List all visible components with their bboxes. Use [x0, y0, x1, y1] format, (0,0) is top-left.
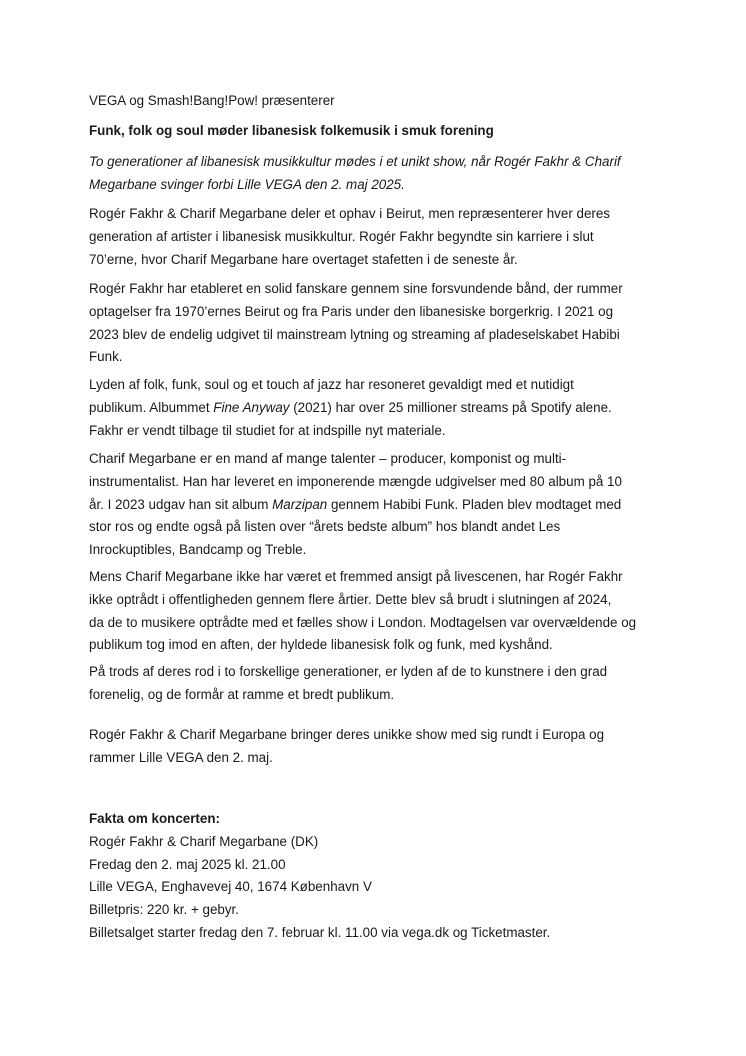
presenter-line	[89, 90, 669, 113]
body-line: instrumentalist. Han har leveret en imponerende mængde udgivelser med 80 album på 10	[89, 473, 622, 489]
body-line: optagelser fra 1970’ernes Beirut og fra Paris under den libanesiske borgerkrig. I 2021 og	[89, 303, 614, 319]
body-line: Mens Charif Megarbane ikke har været et fremmed ansigt på livescenen, har Rogér Fakhr	[89, 569, 623, 584]
body-line: Rogér Fakhr har etableret en solid fanskare gennem sine forsvundende bånd, der rummer	[89, 281, 623, 296]
body-line: På trods af deres rod i to forskellige generationer, er lyden af de to kunstnere i den grad	[89, 664, 608, 679]
album-title-fine-anyway: Fine Anyway	[213, 399, 290, 415]
body-line: 70’erne, hvor Charif Megarbane hare overtaget stafetten i de seneste år.	[89, 251, 518, 267]
facts-section	[89, 808, 669, 945]
body-paragraph-6	[89, 661, 669, 707]
body-text: publikum. Albummet	[89, 399, 214, 415]
body-line: rammer Lille VEGA den 2. maj.	[89, 749, 273, 765]
body-paragraph-5	[89, 566, 669, 657]
body-line: publikum tog imod en aften, der hyldede libanesisk folk og funk, med kyshånd.	[89, 637, 553, 653]
facts-line: Rogér Fakhr & Charif Megarbane (DK)	[89, 833, 319, 849]
body-line: Rogér Fakhr & Charif Megarbane bringer deres unikke show med sig rundt i Europa og	[89, 727, 605, 742]
album-title-marzipan: Marzipan	[272, 496, 328, 512]
body-line: forenelig, og de formår at ramme et bredt publikum.	[89, 686, 395, 702]
facts-line: Billetpris: 220 kr. + gebyr.	[89, 902, 239, 918]
body-line: Charif Megarbane er en mand af mange talenter – producer, komponist og multi-	[89, 451, 567, 466]
body-line: ikke optrådt i offentligheden gennem flere årtier. Dette blev så brudt i slutningen af 2024,	[89, 591, 612, 607]
body-text: (2021) har over 25 millioner streams på Spotify alene.	[289, 399, 612, 415]
body-line: Lyden af folk, funk, soul og et touch af jazz har resoneret gevaldigt med et nutidigt	[89, 377, 574, 392]
body-line: Inrockuptibles, Bandcamp og Treble.	[89, 542, 307, 558]
body-paragraph-1	[89, 203, 669, 271]
headline	[89, 120, 669, 143]
lead-paragraph	[89, 151, 669, 197]
body-text: gennem Habibi Funk. Pladen blev modtaget med	[327, 496, 622, 512]
facts-line: Lille VEGA, Enghavevej 40, 1674 København V	[89, 879, 372, 895]
facts-line: Billetsalget starter fredag den 7. februar kl. 11.00 via vega.dk og Ticketmaster.	[89, 924, 551, 940]
facts-heading: Fakta om koncerten:	[89, 811, 220, 826]
body-line: Fakhr er vendt tilbage til studiet for at indspille nyt materiale.	[89, 422, 446, 438]
body-line	[89, 494, 669, 517]
presenter-text: VEGA og Smash!Bang!Pow! præsenterer	[89, 93, 335, 108]
lead-line: To generationer af libanesisk musikkultur mødes i et unikt show, når Rogér Fakhr & Charif	[89, 154, 621, 169]
headline-text: Funk, folk og soul møder libanesisk folkemusik i smuk forening	[89, 123, 494, 138]
body-paragraph-4	[89, 448, 669, 562]
body-line: 2023 blev de endelig udgivet til mainstream lytning og streaming af pladeselskabet Habibi	[89, 326, 620, 342]
body-line: stor ros og endte også på listen over “årets bedste album” hos blandt andet Les	[89, 519, 561, 535]
body-line: Rogér Fakhr & Charif Megarbane deler et ophav i Beirut, men repræsenterer hver deres	[89, 206, 610, 221]
body-line	[89, 397, 669, 420]
lead-line: Megarbane svinger forbi Lille VEGA den 2. maj 2025.	[89, 176, 405, 192]
body-line: generation af artister i libanesisk musikkultur. Rogér Fakhr begyndte sin karriere i slut	[89, 228, 594, 244]
facts-line: Fredag den 2. maj 2025 kl. 21.00	[89, 856, 286, 872]
body-line: da de to musikere optrådte med et fælles show i London. Modtagelsen var overvældende og	[89, 614, 637, 630]
body-line: Funk.	[89, 349, 123, 365]
body-paragraph-7	[89, 724, 669, 770]
body-paragraph-2	[89, 278, 669, 369]
body-paragraph-3	[89, 374, 669, 442]
body-text: år. I 2023 udgav han sit album	[89, 496, 273, 512]
